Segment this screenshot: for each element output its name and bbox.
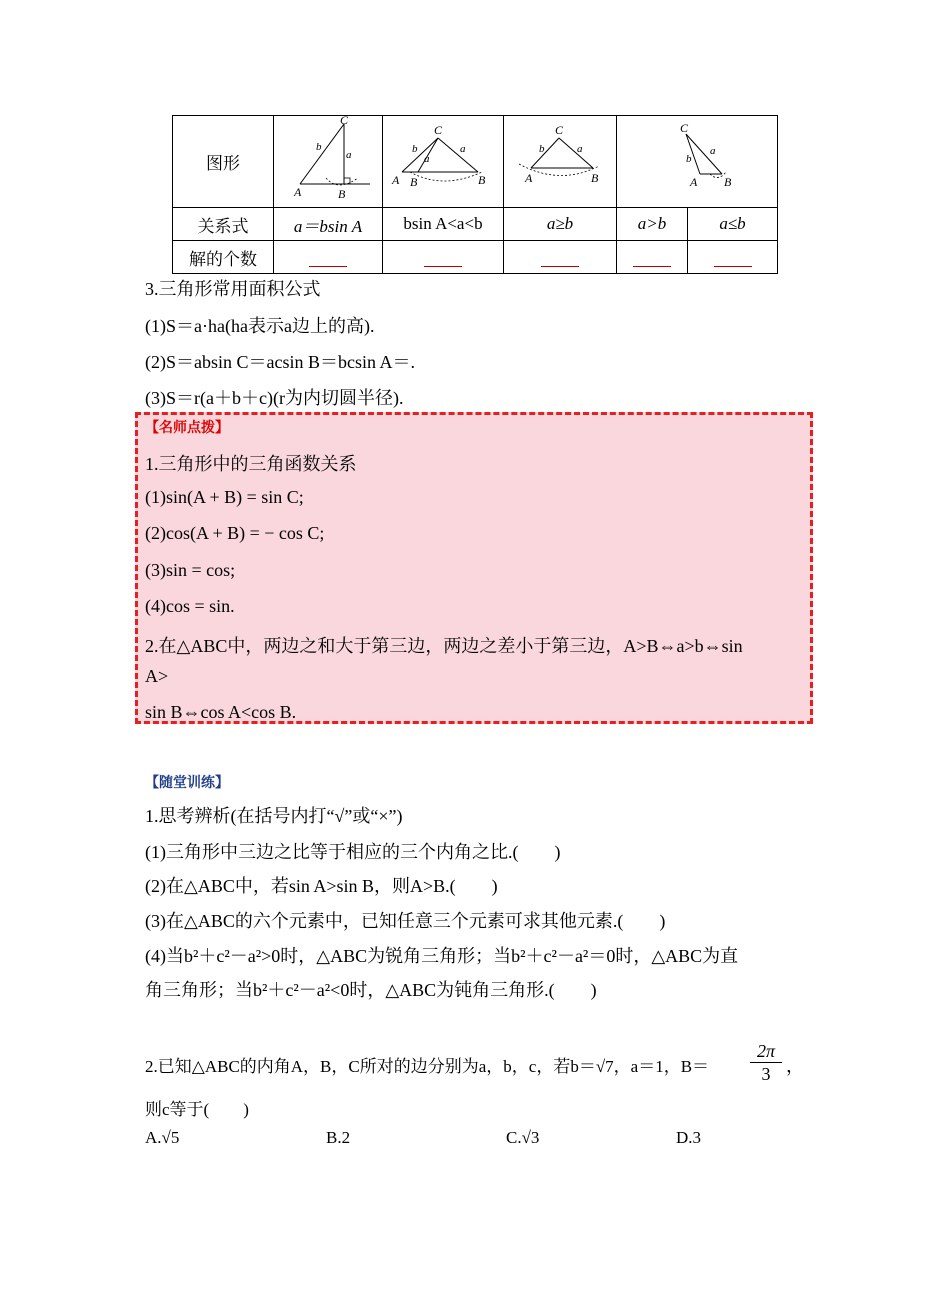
relation-4: a>b: [617, 208, 688, 241]
triangle-right-figure: [278, 116, 378, 202]
question-1-item-1: (1)三角形中三边之比等于相应的三个内角之比.( ): [145, 842, 561, 862]
tip-line-2: (1)sin(A + B) = sin C;: [145, 487, 304, 507]
svg-text:a: a: [346, 149, 352, 161]
solution-blank-1: [274, 241, 383, 274]
practice-tag: 【随堂训练】: [145, 775, 229, 791]
row-label-solutions: 解的个数: [173, 241, 274, 274]
svg-text:B: B: [338, 187, 346, 201]
svg-text:B: B: [724, 175, 732, 189]
svg-text:C: C: [340, 116, 349, 127]
question-2-tail: ，: [786, 1056, 804, 1076]
tip-line-7: A>: [145, 666, 169, 686]
svg-text:a: a: [424, 153, 430, 165]
svg-text:a: a: [577, 143, 583, 155]
svg-text:A: A: [525, 171, 533, 185]
question-1-item-4b: 角三角形；当b²＋c²－a²<0时，△ABC为钝角三角形.( ): [145, 980, 597, 1000]
row-label-relation: 关系式: [173, 208, 274, 241]
triangle-one-solution-figure: [505, 116, 615, 202]
triangle-obtuse-figure: [622, 116, 772, 202]
tip-line-6: 2.在△ABC中，两边之和大于第三边，两边之差小于第三边，A>B⇔a>b⇔sin: [145, 636, 743, 656]
option-b[interactable]: B.2: [326, 1128, 351, 1147]
tip-line-3: (2)cos(A + B) = − cos C;: [145, 523, 325, 543]
row-label-figure: 图形: [173, 116, 274, 208]
fraction-numerator: 2π: [750, 1040, 782, 1063]
tip-line-5: (4)cos = sin.: [145, 596, 235, 616]
tip-line-1: 1.三角形中的三角函数关系: [145, 454, 357, 474]
question-2: [145, 1052, 709, 1077]
svg-text:B: B: [478, 173, 486, 187]
area-formula-3: (3)S＝r(a＋b＋c)(r为内切圆半径).: [145, 388, 404, 408]
relation-1: a＝bsin A: [274, 208, 383, 241]
svg-text:b: b: [539, 143, 545, 155]
question-2-ask: 则c等于( ): [145, 1100, 249, 1119]
question-1-item-4a: (4)当b²＋c²－a²>0时，△ABC为锐角三角形；当b²＋c²－a²＝0时，△ABC为直: [145, 946, 739, 966]
solution-blank-5: [688, 241, 778, 274]
section3-title: 3.三角形常用面积公式: [145, 279, 321, 299]
question-1: 1.思考辨析(在括号内打“√”或“×”): [145, 806, 403, 826]
svg-text:b: b: [412, 143, 418, 155]
option-c[interactable]: C.√3: [506, 1128, 540, 1147]
question-1-item-3: (3)在△ABC的六个元素中，已知任意三个元素可求其他元素.( ): [145, 911, 666, 931]
svg-text:C: C: [555, 123, 564, 137]
svg-text:a: a: [460, 143, 466, 155]
figure-2: [383, 116, 504, 208]
teacher-tip-tag: 【名师点拨】: [145, 420, 229, 436]
svg-text:b: b: [316, 141, 322, 153]
svg-text:C: C: [434, 123, 443, 137]
fraction-2pi-over-3: [750, 1040, 782, 1085]
svg-text:A: A: [690, 175, 698, 189]
solution-blank-3: [504, 241, 617, 274]
relation-3: a≥b: [504, 208, 617, 241]
svg-text:b: b: [686, 153, 692, 165]
solution-blank-4: [617, 241, 688, 274]
relation-2: bsin A<a<b: [383, 208, 504, 241]
figure-3: [504, 116, 617, 208]
figure-4: [617, 116, 778, 208]
question-2-text: 2.已知△ABC的内角A，B，C所对的边分别为a，b，c，若b＝√7，a＝1，B＝: [145, 1057, 710, 1076]
area-formula-2: (2)S＝absin C＝acsin B＝bcsin A＝.: [145, 352, 415, 372]
svg-text:B: B: [591, 171, 599, 185]
solution-blank-2: [383, 241, 504, 274]
svg-text:A: A: [392, 173, 400, 187]
svg-text:A: A: [294, 185, 302, 199]
svg-text:B: B: [410, 175, 418, 189]
question-1-item-2: (2)在△ABC中，若sin A>sin B，则A>B.( ): [145, 876, 498, 896]
area-formula-1: (1)S＝a·ha(ha表示a边上的高).: [145, 316, 375, 336]
tip-line-8: sin B⇔cos A<cos B.: [145, 702, 297, 722]
svg-text:a: a: [710, 145, 716, 157]
figure-1: [274, 116, 383, 208]
option-d[interactable]: D.3: [676, 1128, 702, 1147]
option-a[interactable]: A.√5: [145, 1128, 180, 1147]
relation-5: a≤b: [688, 208, 778, 241]
triangle-two-solutions-figure: [388, 116, 498, 202]
cases-table: [172, 115, 778, 274]
svg-text:C: C: [680, 121, 689, 135]
tip-line-4: (3)sin = cos;: [145, 560, 236, 580]
fraction-denominator: 3: [761, 1064, 771, 1084]
